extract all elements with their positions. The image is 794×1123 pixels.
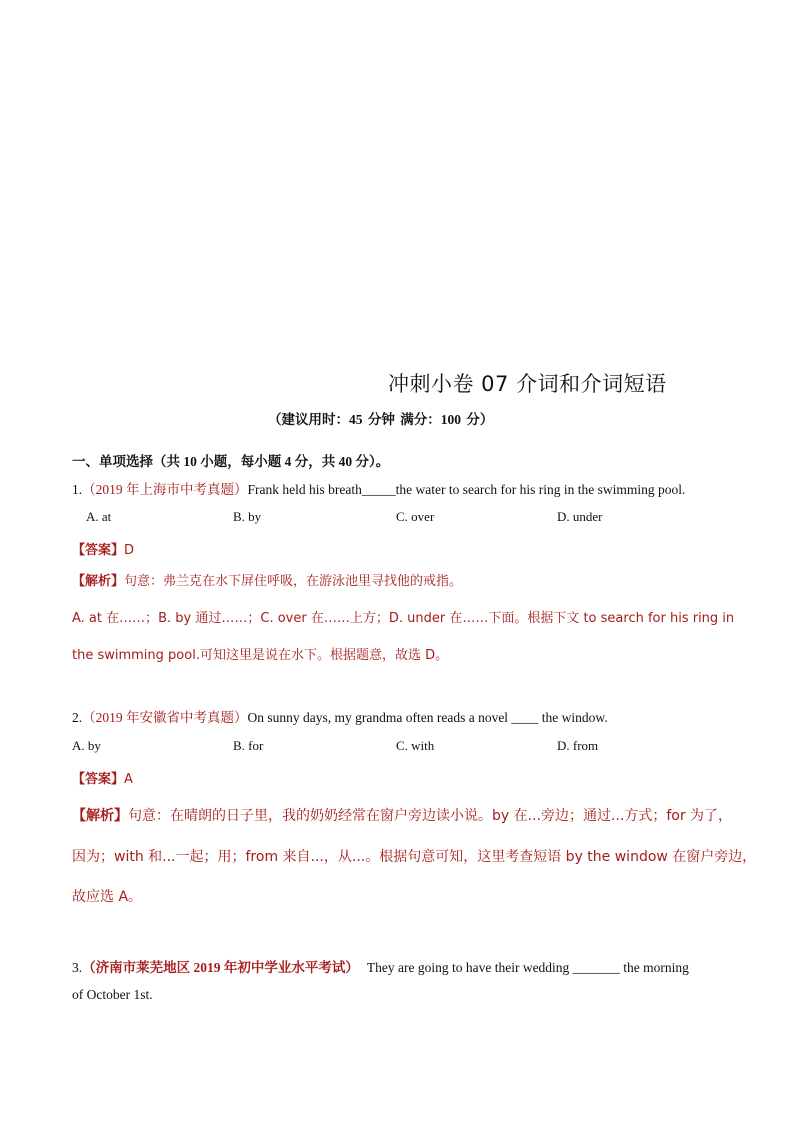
analysis-text: 句意：弗兰克在水下屏住呼吸，在游泳池里寻找他的戒指。 bbox=[124, 574, 463, 589]
option-d: D. under bbox=[557, 509, 603, 524]
analysis-tag: 【解析】 bbox=[72, 808, 128, 824]
question-stem-continued: of October 1st. bbox=[72, 987, 153, 1002]
analysis-line: 因为；with 和...一起；用；from 来自...，从...。根据句意可知，这里考查短语 by the window 在窗户旁边， bbox=[72, 849, 757, 865]
analysis-line: A. at 在……；B. by 通过……；C. over 在……上方；D. under 在……下面。根据下文 to search for his ring in bbox=[72, 611, 735, 626]
analysis-line bbox=[72, 805, 732, 825]
option-d: D. from bbox=[557, 738, 599, 753]
answer-tag: 【答案】 bbox=[72, 543, 125, 558]
option-a: A. by bbox=[72, 738, 101, 753]
analysis-tag: 【解析】 bbox=[72, 574, 125, 589]
question-number: 3. bbox=[72, 960, 83, 975]
analysis-line bbox=[72, 570, 462, 589]
page-subtitle: （建议用时：45 分钟 满分：100 分） bbox=[268, 412, 494, 427]
question-2 bbox=[72, 706, 608, 726]
question-stem: On sunny days, my grandma often reads a novel ____ the window. bbox=[247, 710, 608, 725]
question-source: （2019 年上海市中考真题） bbox=[82, 482, 248, 497]
question-number: 1. bbox=[72, 482, 83, 497]
question-stem: Frank held his breath_____the water to search for his ring in the swimming pool. bbox=[247, 482, 686, 497]
question-1 bbox=[72, 478, 685, 498]
question-stem: They are going to have their wedding _______ the morning bbox=[366, 960, 689, 975]
question-source: （济南市莱芜地区 2019 年初中学业水平考试） bbox=[82, 960, 359, 975]
answer-line bbox=[72, 768, 133, 787]
answer-value: A bbox=[124, 772, 133, 787]
question-source: （2019 年安徽省中考真题） bbox=[82, 710, 248, 725]
option-a: A. at bbox=[86, 509, 112, 524]
question-number: 2. bbox=[72, 710, 83, 725]
question-3 bbox=[72, 956, 689, 976]
page-title: 冲刺小卷 07 介词和介词短语 bbox=[388, 372, 667, 396]
section-heading: 一、单项选择（共 10 小题，每小题 4 分，共 40 分）。 bbox=[72, 454, 390, 469]
answer-tag: 【答案】 bbox=[72, 772, 125, 787]
analysis-text: 句意：在晴朗的日子里，我的奶奶经常在窗户旁边读小说。by 在...旁边；通过...方式；for 为了， bbox=[128, 808, 733, 824]
analysis-line: 故应选 A。 bbox=[72, 889, 143, 905]
answer-value: D bbox=[124, 543, 135, 558]
option-c: C. with bbox=[396, 738, 435, 753]
option-b: B. for bbox=[233, 738, 264, 753]
option-c: C. over bbox=[396, 509, 435, 524]
analysis-line: the swimming pool.可知这里是说在水下。根据题意，故选 D。 bbox=[72, 648, 449, 663]
option-b: B. by bbox=[233, 509, 262, 524]
answer-line bbox=[72, 539, 134, 558]
